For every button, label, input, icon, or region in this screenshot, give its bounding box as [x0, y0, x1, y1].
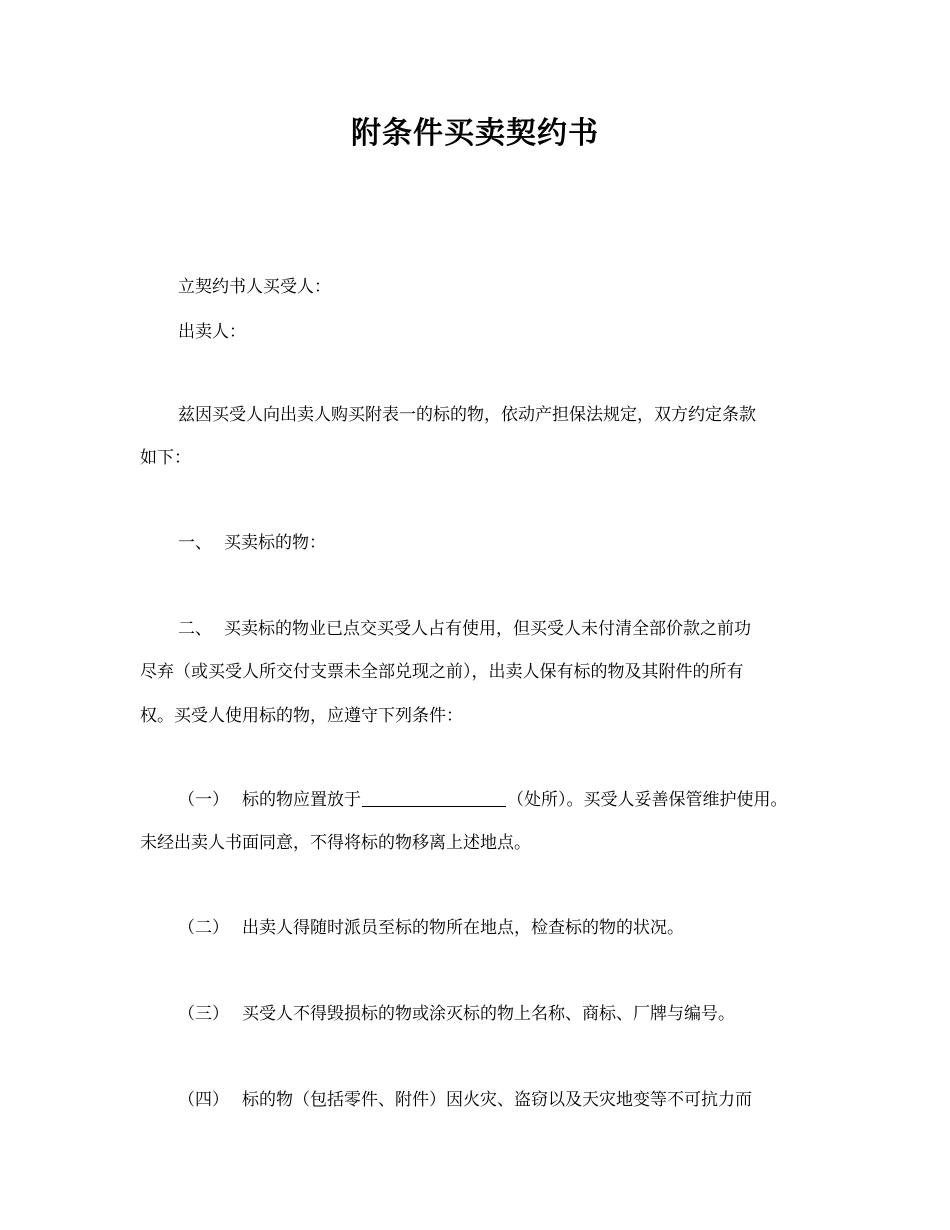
preamble-line-2: 如下：: [140, 448, 191, 468]
clause-1-text: 买卖标的物：: [224, 533, 326, 553]
clause-1: [178, 531, 878, 555]
sub-clause-1-line-1: [178, 788, 878, 812]
clause-2-number: 二、: [178, 619, 212, 639]
sub-clause-2-text: 出卖人得随时派员至标的物所在地点，检查标的物的状况。: [242, 918, 684, 938]
sub-clause-4: [178, 1088, 878, 1112]
clause-1-number: 一、: [178, 533, 212, 553]
sub-clause-3: [178, 1002, 878, 1026]
clause-2-line-1: [178, 617, 878, 641]
clause-2-line-3: 权。买受人使用标的物，应遵守下列条件：: [140, 706, 463, 726]
document-title: 附条件买卖契约书: [351, 116, 599, 151]
sub-clause-4-text: 标的物（包括零件、附件）因火灾、盗窃以及天灾地变等不可抗力而: [242, 1090, 752, 1110]
sub-clause-1-text-before: 标的物应置放于: [242, 790, 361, 810]
clause-2-line-2: 尽弃（或买受人所交付支票未全部兑现之前），出卖人保有标的物及其附件的所有: [140, 662, 744, 682]
clause-2-text-1: 买卖标的物业已点交买受人占有使用，但买受人未付清全部价款之前功: [224, 619, 751, 639]
location-blank-field[interactable]: [362, 788, 506, 807]
seller-label: 出卖人：: [178, 322, 246, 342]
sub-clause-2-number: （二）: [178, 918, 229, 938]
sub-clause-3-number: （三）: [178, 1004, 229, 1024]
sub-clause-3-text: 买受人不得毁损标的物或涂灭标的物上名称、商标、厂牌与编号。: [242, 1004, 735, 1024]
sub-clause-1-line-2: 未经出卖人书面同意，不得将标的物移离上述地点。: [140, 833, 531, 853]
sub-clause-2: [178, 916, 878, 940]
sub-clause-4-number: （四）: [178, 1090, 229, 1110]
sub-clause-1-number: （一）: [178, 790, 229, 810]
preamble-line-1: 兹因买受人向出卖人购买附表一的标的物，依动产担保法规定，双方约定条款: [178, 405, 756, 425]
buyer-label: 立契约书人买受人：: [178, 277, 331, 297]
sub-clause-1-text-after: （处所）。买受人妥善保管维护使用。: [507, 790, 788, 810]
